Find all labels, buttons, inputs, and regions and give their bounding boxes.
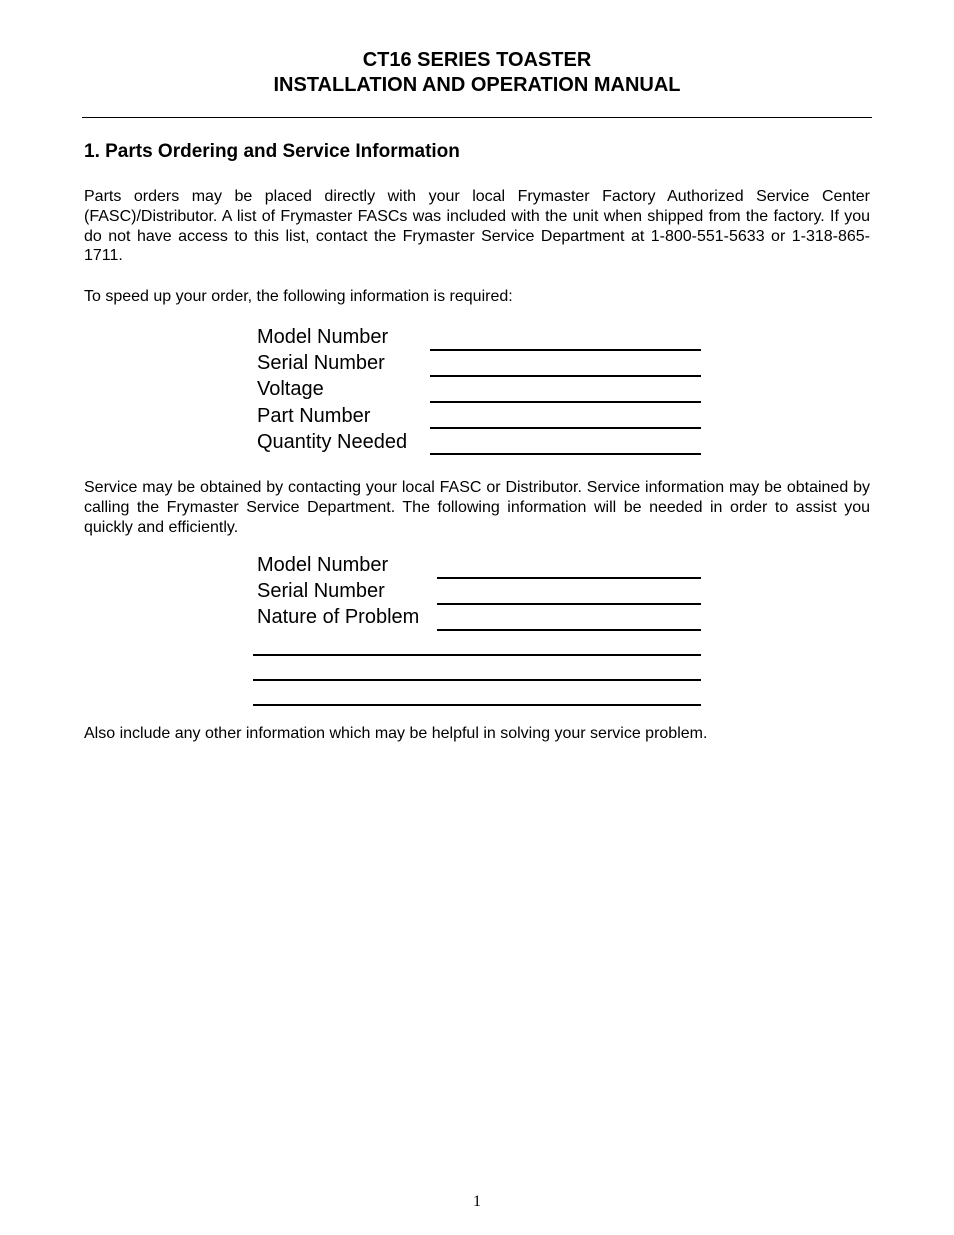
speed-up-paragraph: To speed up your order, the following information is required: — [84, 288, 513, 305]
section-title: 1. Parts Ordering and Service Information — [84, 141, 460, 162]
parts-orders-paragraph: Parts orders may be placed directly with your local Frymaster Factory Authorized Service Center (FASC)/Distributor. A list of Frymaster FASCs was included with the unit when shipped from the factory. If you do not have access to this list, contact the Frymaster Service Department at 1-800-551-5633 or 1-318-865-1711. — [84, 188, 870, 265]
field-label: Serial Number — [257, 580, 385, 603]
header-title: CT16 SERIES TOASTER — [362, 49, 592, 71]
header-divider — [82, 117, 872, 118]
field-label: Part Number — [257, 404, 371, 427]
page-number: 1 — [473, 1193, 481, 1210]
field-label: Nature of Problem — [257, 606, 420, 629]
voltage-blank[interactable] — [430, 401, 701, 403]
part-number-blank[interactable] — [430, 427, 701, 429]
field-label: Serial Number — [257, 352, 385, 375]
nature-of-problem-blank[interactable] — [437, 629, 701, 631]
service-paragraph: Service may be obtained by contacting your local FASC or Distributor. Service information may be obtained by calling the Frymaster Service Department. The following information will be needed in order to assist you quickly and efficiently. — [84, 479, 870, 536]
field-label: Model Number — [257, 554, 389, 576]
problem-description-line[interactable] — [253, 679, 701, 681]
field-label: Voltage — [257, 378, 324, 401]
field-label: Model Number — [257, 326, 389, 348]
document-header — [0, 48, 954, 98]
problem-description-line[interactable] — [253, 704, 701, 706]
problem-description-line[interactable] — [253, 654, 701, 656]
model-number-blank[interactable] — [430, 349, 701, 351]
serial-number-blank[interactable] — [430, 375, 701, 377]
also-include-paragraph: Also include any other information which may be helpful in solving your service problem. — [84, 725, 708, 742]
model-number-blank[interactable] — [437, 577, 701, 579]
header-subtitle: INSTALLATION AND OPERATION MANUAL — [273, 74, 681, 96]
quantity-needed-blank[interactable] — [430, 453, 701, 455]
field-label: Quantity Needed — [257, 430, 408, 453]
serial-number-blank[interactable] — [437, 603, 701, 605]
